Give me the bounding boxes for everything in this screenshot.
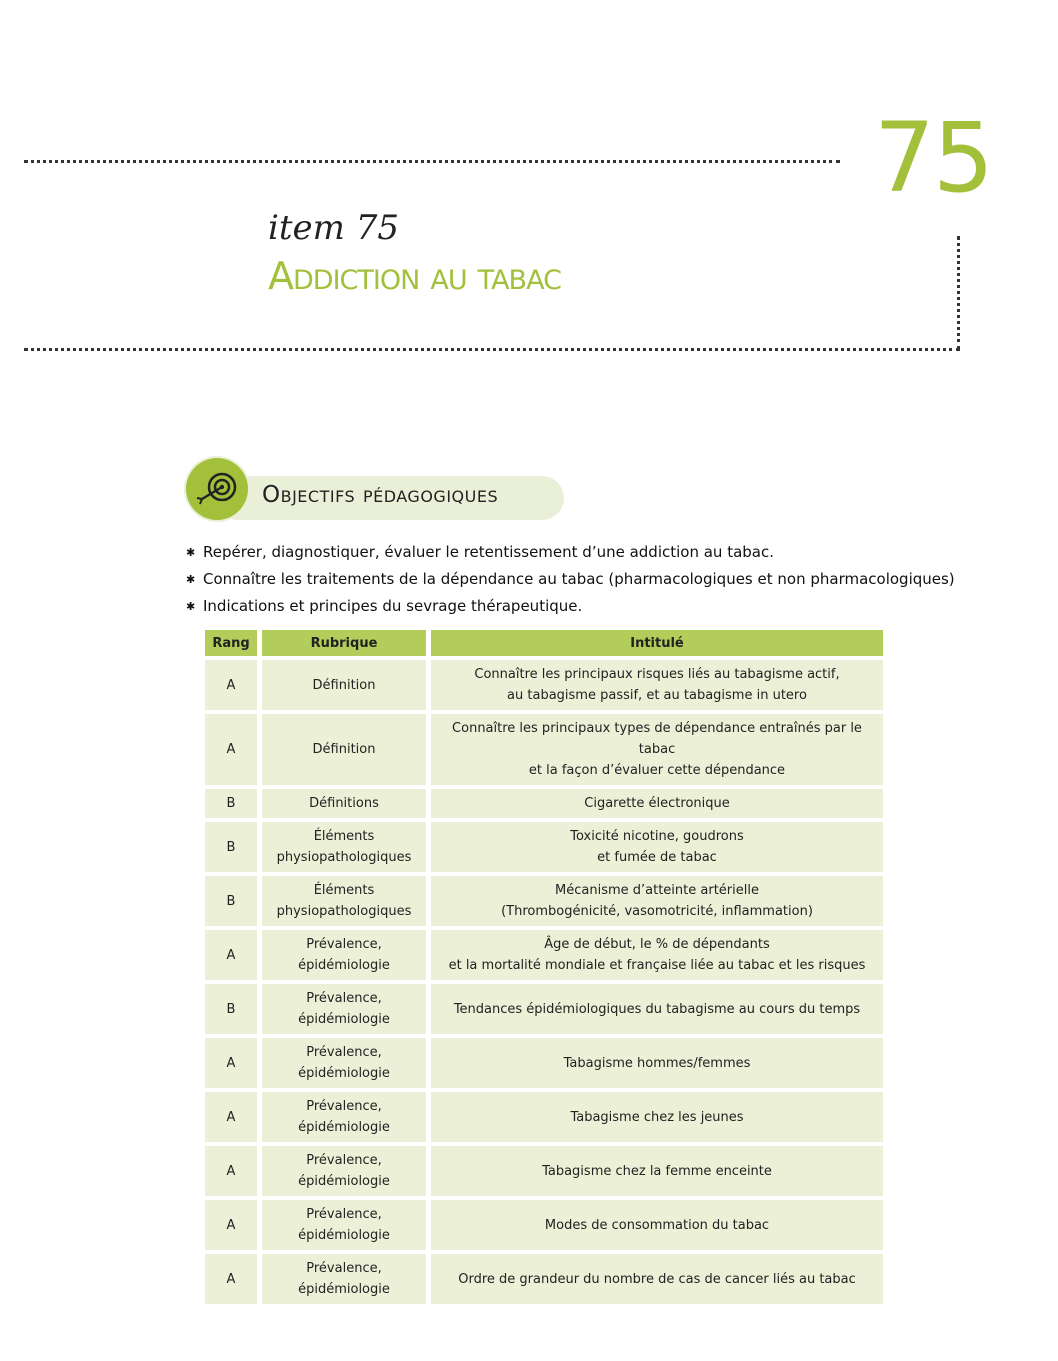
cell-intitule — [431, 1092, 883, 1142]
target-dart-icon — [186, 458, 248, 520]
objectives-title: Objectifs pédagogiques — [262, 482, 499, 508]
header-rang: Rang — [205, 630, 257, 656]
objectives-table — [200, 626, 888, 1308]
cell-rubrique — [262, 714, 426, 785]
intitule-line: Ordre de grandeur du nombre de cas de cancer liés au tabac — [458, 1271, 856, 1287]
table-row — [205, 789, 883, 818]
intitule-line: au tabagisme passif, et au tabagisme in utero — [507, 688, 807, 703]
objective-item: ✱ Connaître les traitements de la dépendance au tabac (pharmacologiques et non pharmacologiques) — [186, 566, 955, 593]
cell-intitule — [431, 1146, 883, 1196]
rubrique-line: épidémiologie — [298, 1120, 390, 1135]
table-row — [205, 660, 883, 710]
cell-rang: B — [205, 822, 257, 872]
objectives-header — [186, 458, 566, 520]
table-row — [205, 876, 883, 926]
intitule-line: Âge de début, le % de dépendants — [544, 937, 770, 952]
cell-rubrique — [262, 1200, 426, 1250]
cell-intitule — [431, 876, 883, 926]
cell-intitule — [431, 789, 883, 818]
cell-intitule — [431, 930, 883, 980]
intitule-line: et fumée de tabac — [597, 850, 717, 865]
rubrique-line: Prévalence, — [306, 1099, 382, 1114]
chapter-number: 75 — [873, 102, 992, 214]
rubrique-line: Éléments — [313, 829, 375, 844]
rubrique-line: Prévalence, — [306, 1207, 382, 1222]
cell-rang: A — [205, 1254, 257, 1304]
intitule-line: Mécanisme d’atteinte artérielle — [555, 883, 759, 898]
right-dotted-rule — [957, 236, 960, 350]
rubrique-line: épidémiologie — [298, 958, 390, 973]
star-bullet-icon: ✱ — [186, 600, 196, 613]
header-intitule: Intitulé — [431, 630, 883, 656]
table-row — [205, 984, 883, 1034]
cell-intitule — [431, 1038, 883, 1088]
rubrique-line: Prévalence, — [306, 991, 382, 1006]
intitule-line: Modes de consommation du tabac — [544, 1217, 770, 1233]
cell-rang: B — [205, 876, 257, 926]
cell-intitule — [431, 660, 883, 710]
cell-rubrique — [262, 984, 426, 1034]
cell-rubrique — [262, 1254, 426, 1304]
top-dotted-rule — [24, 160, 840, 163]
intitule-line: Tendances épidémiologiques du tabagisme au cours du temps — [453, 1001, 861, 1017]
rubrique-line: épidémiologie — [298, 1012, 390, 1027]
rubrique-line: Prévalence, — [306, 1153, 382, 1168]
table-row — [205, 930, 883, 980]
item-title: Addiction au tabac — [268, 254, 561, 298]
cell-intitule — [431, 984, 883, 1034]
intitule-line: Connaître les principaux risques liés au tabagisme actif, — [474, 667, 840, 682]
item-label: item 75 — [268, 208, 399, 248]
star-bullet-icon: ✱ — [186, 573, 196, 586]
cell-rang: A — [205, 930, 257, 980]
intitule-line: Tabagisme chez les jeunes — [570, 1109, 744, 1125]
cell-intitule — [431, 822, 883, 872]
cell-rubrique — [262, 1092, 426, 1142]
table-row — [205, 1146, 883, 1196]
table-row — [205, 822, 883, 872]
intitule-line: Cigarette électronique — [584, 796, 730, 811]
objective-item: ✱ Indications et principes du sevrage thérapeutique. — [186, 593, 955, 620]
table-row — [205, 1200, 883, 1250]
table-row — [205, 1092, 883, 1142]
cell-rubrique — [262, 1146, 426, 1196]
star-bullet-icon: ✱ — [186, 546, 196, 559]
rubrique-line: Éléments — [313, 883, 375, 898]
cell-rang: A — [205, 660, 257, 710]
cell-rang: A — [205, 1038, 257, 1088]
cell-rubrique — [262, 930, 426, 980]
rubrique-line: Définition — [312, 677, 376, 693]
intitule-line: et la façon d’évaluer cette dépendance — [528, 763, 786, 778]
intitule-line: et la mortalité mondiale et française liée au tabac et les risques — [448, 958, 866, 973]
rubrique-line: Définitions — [309, 796, 379, 811]
bottom-dotted-rule — [24, 348, 960, 351]
rubrique-line: épidémiologie — [298, 1066, 390, 1081]
objectives-list — [186, 539, 955, 620]
rubrique-line: épidémiologie — [298, 1228, 390, 1243]
intitule-line: Tabagisme hommes/femmes — [563, 1055, 751, 1071]
intitule-line: (Thrombogénicité, vasomotricité, inflammation) — [501, 904, 813, 919]
cell-rubrique — [262, 876, 426, 926]
rubrique-line: épidémiologie — [298, 1174, 390, 1189]
rubrique-line: Prévalence, — [306, 1045, 382, 1060]
cell-rubrique — [262, 1038, 426, 1088]
cell-intitule — [431, 1254, 883, 1304]
cell-rubrique — [262, 822, 426, 872]
rubrique-line: Prévalence, — [306, 1261, 382, 1276]
rubrique-line: épidémiologie — [298, 1282, 390, 1297]
intitule-line: Connaître les principaux types de dépendance entraînés par le tabac — [452, 721, 862, 757]
cell-rang: A — [205, 1092, 257, 1142]
rubrique-line: physiopathologiques — [276, 904, 412, 919]
intitule-line: Toxicité nicotine, goudrons — [570, 829, 744, 844]
cell-rang: B — [205, 984, 257, 1034]
table-body — [205, 660, 883, 1304]
table-header-row — [205, 630, 883, 656]
cell-rubrique — [262, 660, 426, 710]
table-row — [205, 714, 883, 785]
cell-rang: A — [205, 1200, 257, 1250]
cell-rang: A — [205, 714, 257, 785]
cell-rubrique — [262, 789, 426, 818]
header-rubrique: Rubrique — [262, 630, 426, 656]
table-row — [205, 1254, 883, 1304]
rubrique-line: Prévalence, — [306, 937, 382, 952]
cell-intitule — [431, 1200, 883, 1250]
objective-item: ✱ Repérer, diagnostiquer, évaluer le retentissement d’une addiction au tabac. — [186, 539, 955, 566]
cell-rang: B — [205, 789, 257, 818]
intitule-line: Tabagisme chez la femme enceinte — [542, 1163, 772, 1179]
cell-intitule — [431, 714, 883, 785]
rubrique-line: Définition — [312, 742, 376, 757]
rubrique-line: physiopathologiques — [276, 850, 412, 865]
table-row — [205, 1038, 883, 1088]
cell-rang: A — [205, 1146, 257, 1196]
